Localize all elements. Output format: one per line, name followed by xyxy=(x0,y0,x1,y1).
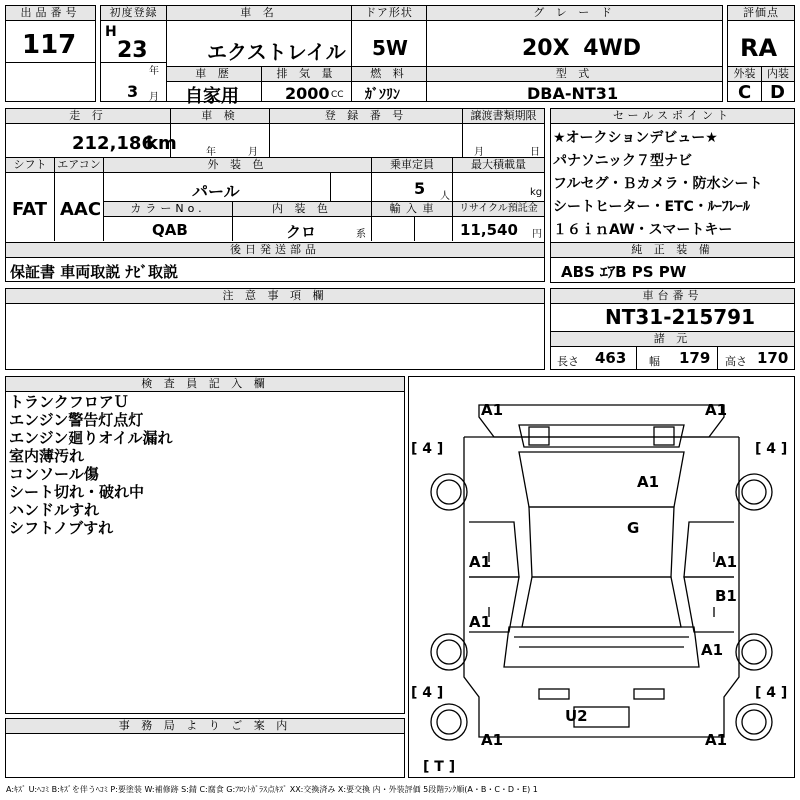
month-unit: 月 xyxy=(149,92,159,103)
sales-label: セールスポイント xyxy=(551,109,794,124)
fuel-label: 燃 料 xyxy=(352,67,426,82)
mark-roof: A1 xyxy=(637,473,660,491)
score-label: 評価点 xyxy=(728,6,794,21)
import-label: 輸 入 車 xyxy=(372,202,452,217)
mileage: 212,186 xyxy=(72,133,154,154)
mark-left-front-door: A1 xyxy=(469,553,492,571)
sales-point: １６ｉｎAW・スマートキー xyxy=(553,222,733,238)
color-no: QAB xyxy=(152,221,188,239)
int-color-label: 内 装 色 xyxy=(233,202,371,217)
mark-rear-right: A1 xyxy=(705,731,728,749)
chassis-number: NT31-215791 xyxy=(605,305,756,329)
lot-number: 117 xyxy=(22,30,77,60)
width: 179 xyxy=(679,349,711,367)
displacement: 2000 xyxy=(285,84,330,103)
capacity-label: 乗車定員 xyxy=(372,158,452,173)
fuel: ｶﾞｿﾘﾝ xyxy=(365,87,400,103)
inspector-note: コンソール傷 xyxy=(9,465,99,483)
car-info-box xyxy=(166,5,723,107)
body-color: パール xyxy=(192,182,240,201)
mark-front-right: A1 xyxy=(705,401,728,419)
door-label: ドア形状 xyxy=(352,6,426,21)
lot-box xyxy=(5,5,96,102)
first-reg-month: 3 xyxy=(127,82,139,101)
year-unit: 年 xyxy=(149,66,159,77)
legend: A:ｷｽﾞ U:ﾍｺﾐ B:ｷｽﾞを伴うﾍｺﾐ P:要塗装 W:補修跡 S:錆 C:腐食 G:ﾌﾛﾝﾄｶﾞﾗｽ点ｷｽﾞ XX:交換済み X:要交換 内・外装評価 5段階ﾗﾝｸ順(A・B・C・D・E) 1 xyxy=(6,785,538,794)
ext-score: C xyxy=(738,82,752,103)
equip-label: 純 正 装 備 xyxy=(551,243,794,258)
length-label: 長さ xyxy=(557,355,579,368)
length: 463 xyxy=(595,349,627,367)
mark-right-rear-door: B1 xyxy=(715,587,737,605)
first-reg-year: 23 xyxy=(117,38,148,63)
inspector-note: エンジン警告灯点灯 xyxy=(9,411,144,429)
cc-unit: CC xyxy=(331,90,344,100)
office-box xyxy=(5,718,405,778)
transfer-label: 譲渡書類期限 xyxy=(463,109,544,124)
spec-label: 諸 元 xyxy=(551,332,794,347)
insp-year-unit: 年 xyxy=(206,147,216,158)
inspector-note: トランクフロアＵ xyxy=(9,393,129,411)
score-box xyxy=(727,5,795,102)
aircon: AAC xyxy=(60,199,102,220)
height: 170 xyxy=(757,349,789,367)
mark-front-left: A1 xyxy=(481,401,504,419)
mark-right-quarter: A1 xyxy=(701,641,724,659)
ext-label: 外装 xyxy=(728,67,761,82)
transfer-day-unit: 日 xyxy=(530,147,540,158)
first-reg-label: 初度登録 xyxy=(101,6,166,21)
mileage-section xyxy=(5,108,545,243)
tire-rear-left: [ 4 ] xyxy=(411,685,444,701)
inspector-note: 室内薄汚れ xyxy=(9,447,85,465)
int-color: クロ xyxy=(286,223,317,241)
car-name-label: 車 名 xyxy=(167,6,351,21)
ac-label: エアコン xyxy=(55,158,103,173)
mark-rear: U2 xyxy=(565,707,588,725)
grade: 20X 4WD xyxy=(522,36,642,61)
int-score: D xyxy=(770,82,785,103)
later-parts-box xyxy=(5,242,545,282)
mark-left-rear-door: A1 xyxy=(469,613,492,631)
score: RA xyxy=(740,34,778,62)
int-label: 内装 xyxy=(762,67,794,82)
sales-point: フルセグ・Ｂカメラ・防水シート xyxy=(553,176,763,192)
door-type: 5W xyxy=(372,36,408,60)
equipment: ABS ｴｱB PS PW xyxy=(561,263,687,281)
width-label: 幅 xyxy=(649,355,660,368)
lot-label: 出品番号 xyxy=(6,6,95,21)
history-label: 車 歴 xyxy=(167,67,261,82)
caution-label: 注 意 事 項 欄 xyxy=(6,289,544,304)
inspector-note: シート切れ・破れ中 xyxy=(9,483,145,501)
reg-no-label: 登 録 番 号 xyxy=(270,109,462,124)
inspector-box xyxy=(5,376,405,714)
shift-label: シフト xyxy=(6,158,54,173)
shift: FAT xyxy=(12,199,48,220)
sales-point: シートヒーター・ETC・ﾙｰﾌﾚｰﾙ xyxy=(553,199,750,215)
later-parts: 保証書 車両取説 ﾅﾋﾞ取説 xyxy=(10,263,178,281)
inspection-label: 車 検 xyxy=(171,109,269,124)
int-color-unit: 系 xyxy=(356,229,366,240)
car-name: エクストレイル xyxy=(207,40,346,64)
recycle-label: リサイクル預託金 xyxy=(453,202,544,217)
tire-front-left: [ 4 ] xyxy=(411,441,444,457)
load-label: 最大積載量 xyxy=(453,158,544,173)
tire-rear-right: [ 4 ] xyxy=(755,685,788,701)
transfer-month-unit: 月 xyxy=(474,147,484,158)
km-unit: km xyxy=(146,133,177,154)
color-no-label: カラーNo. xyxy=(104,202,232,217)
office-label: 事 務 局 よ り ご 案 内 xyxy=(6,719,404,734)
chassis-label: 車台番号 xyxy=(551,289,794,304)
recycle-fee: 11,540 xyxy=(460,221,518,239)
chassis-box xyxy=(550,288,795,370)
insp-month-unit: 月 xyxy=(248,147,258,158)
mark-right-front-door: A1 xyxy=(715,553,738,571)
tire-spare: [ T ] xyxy=(423,759,456,775)
car-diagram xyxy=(408,376,795,778)
tire-front-right: [ 4 ] xyxy=(755,441,788,457)
history: 自家用 xyxy=(185,86,239,107)
caution-box xyxy=(5,288,545,370)
grade-label: グ レ ー ド xyxy=(427,6,722,21)
capacity: 5 xyxy=(414,179,426,198)
era: H xyxy=(105,24,117,40)
mark-glass: G xyxy=(627,519,640,537)
inspector-note: ハンドルすれ xyxy=(9,501,100,519)
kg-unit: kg xyxy=(530,187,543,198)
person-unit: 人 xyxy=(440,191,450,202)
car-outline xyxy=(409,377,794,777)
height-label: 高さ xyxy=(725,355,747,368)
mark-rear-left: A1 xyxy=(481,731,504,749)
inspector-note: シフトノブすれ xyxy=(9,519,114,537)
model-label: 型 式 xyxy=(427,67,722,82)
yen-unit: 円 xyxy=(532,229,542,240)
sales-point: ★オークションデビュー★ xyxy=(553,130,718,146)
inspector-note: エンジン廻りオイル漏れ xyxy=(9,429,173,447)
mileage-label: 走 行 xyxy=(6,109,170,124)
later-label: 後日発送部品 xyxy=(6,243,544,258)
color-label: 外 装 色 xyxy=(104,158,371,173)
first-registration-box xyxy=(100,5,167,102)
sales-point: パナソニック７型ナビ xyxy=(553,153,693,169)
inspector-label: 検 査 員 記 入 欄 xyxy=(6,377,404,392)
model: DBA-NT31 xyxy=(527,84,619,103)
sales-point-box xyxy=(550,108,795,283)
displacement-label: 排 気 量 xyxy=(262,67,351,82)
